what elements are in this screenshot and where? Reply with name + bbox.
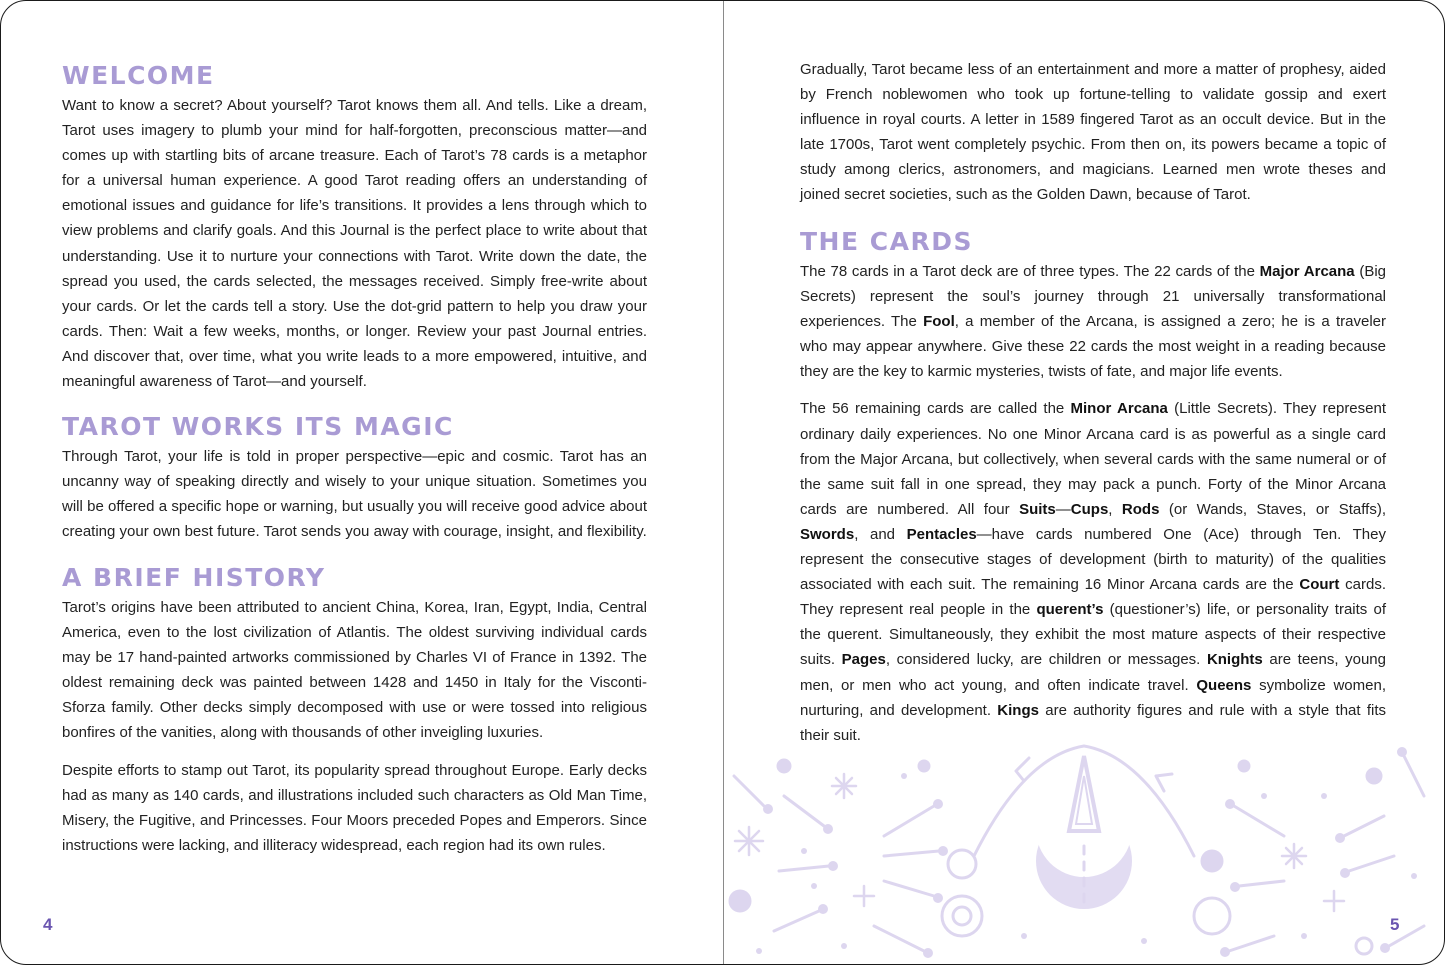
ornament-shapes [730, 746, 1424, 958]
welcome-section [62, 59, 647, 394]
history-body-2: Despite efforts to stamp out Tarot, its popularity spread throughout Europe. Early decks had as many as 140 cards, and illustrations included such characters as Old Man Time, Misery, the Fugitive, and Princesses. Four Moors preceded Popes and Emperors. Since instructions were lacking, and illiteracy widespread, each region had its own rules. [62, 761, 647, 854]
bold-term: Fool [923, 313, 955, 331]
bold-term: Queens [1196, 676, 1252, 694]
text-run: —have cards numbered One (Ace) through Ten. They represent the consecutive stages of development (birth to maturity) of the qualities associated with each suit. The remaining 16 Minor Arcana cards are the [800, 525, 1386, 594]
bold-term: Suits [1019, 500, 1056, 518]
magic-section [62, 410, 647, 544]
history-body: Tarot’s origins have been attributed to ancient China, Korea, Iran, Egypt, India, Central America, even to the lost civilization of Atlantis. The oldest surviving individual cards may be 17 hand-painted artworks commissioned by Charles VI of France in 1392. The oldest remaining deck was painted between 1428 and 1450 in Italy for the Visconti-Sforza family. Other decks simply decomposed with use or were tossed into religious bonfires of the vanities, along with thousands of other inveigling luxuries. [62, 599, 647, 742]
cards-body-2 [800, 396, 1386, 747]
text-run: (or Wands, Staves, or Staffs), [1159, 500, 1386, 518]
text-run: , considered lucky, are children or messages. [885, 651, 1207, 669]
history-continued-section [800, 57, 1386, 208]
welcome-heading: WELCOME [62, 61, 215, 90]
bold-term: Pages [841, 651, 886, 669]
text-run: symbolize women, nurturing, and development. [800, 676, 1386, 719]
text-run: cards. They represent real people in the [800, 576, 1387, 619]
history-section [62, 561, 647, 858]
text-run: are authority figures and rule with a style that fits their suit. [800, 701, 1386, 744]
bold-term: Major Arcana [1259, 263, 1355, 280]
page-number-right: 5 [1390, 915, 1400, 934]
text-run: (Little Secrets). They represent ordinary daily experiences. No one Minor Arcana card is as powerful as a single card from the Major Arcana, but collectively, when several cards with the same numeral or of the same suit fall in one spread, they may pack a punch. Forty of the Minor Arcana cards are numbered. All four [800, 400, 1387, 518]
text-run: (questioner’s) life, or personality traits of the querent. Simultaneously, they exhibit the most mature aspects of their respective suits. [800, 601, 1386, 669]
bold-term: Cups [1070, 500, 1109, 518]
text-run: The 56 remaining cards are called the [800, 400, 1071, 418]
text-run: , [1108, 500, 1122, 518]
bold-term: Knights [1206, 651, 1263, 669]
bold-term: Court [1299, 576, 1340, 594]
welcome-body: Want to know a secret? About yourself? Tarot knows them all. And tells. Like a dream, Tarot uses imagery to plumb your mind for half-forgotten, preconscious matter—and comes up with startling bits of arcane treasure. Each of Tarot’s 78 cards is a metaphor for a universal human experience. A good Tarot reading offers an understanding of emotional issues and guidance for life’s transitions. It provides a lens through which to view problems and clarify goals. And this Journal is the perfect place to write about that understanding. Use it to nurture your connections with Tarot. Write down the date, the spread you used, the cards selected, the messages received. Simply free-write about your cards. Or let the cards tell a story. Use the dot-grid pattern to help you draw your cards. Then: Wait a few weeks, months, or longer. Review your past Journal entries. And discover that, over time, what you write leads to a more empowered, intuitive, and meaningful awareness of Tarot—and yourself. [62, 97, 647, 391]
cards-section [800, 225, 1386, 748]
text-run: (Big Secrets) represent the soul’s journey through 21 universally transformational experiences. The [800, 263, 1386, 331]
bold-term: Kings [997, 701, 1039, 719]
text-run: — [1055, 500, 1071, 518]
cards-heading: THE CARDS [800, 227, 973, 256]
page-number-left: 4 [43, 915, 53, 934]
celestial-moon-ornament [724, 736, 1444, 964]
cards-body-1 [800, 259, 1386, 384]
text-run: , a member of the Arcana, is assigned a zero; he is a traveler who may appear anywhere. Give these 22 cards the most weight in a reading because they are the key to karmic mysteries, twists of fate, and major life events. [800, 313, 1386, 381]
bold-term: Swords [800, 525, 855, 543]
text-run: The 78 cards in a Tarot deck are of three types. The 22 cards of the [800, 263, 1260, 280]
history-heading: A BRIEF HISTORY [62, 563, 326, 592]
bold-term: Minor Arcana [1070, 400, 1168, 418]
text-run: , and [854, 525, 907, 543]
text-run: are teens, young men, or men who act young, and often indicate travel. [800, 651, 1386, 694]
bold-term: querent’s [1036, 601, 1104, 619]
bold-term: Rods [1121, 500, 1160, 518]
bold-term: Pentacles [906, 525, 977, 543]
magic-body: Through Tarot, your life is told in proper perspective—epic and cosmic. Tarot has an uncanny way of speaking directly and wisely to your unique situation. Sometimes you will be offered a specific hope or warning, but usually you will receive good advice about creating your own best future. Tarot sends you away with courage, insight, and flexibility. [62, 448, 647, 541]
magic-heading: TAROT WORKS ITS MAGIC [62, 412, 454, 441]
history-continued-body: Gradually, Tarot became less of an entertainment and more a matter of prophesy, aided by French noblewomen who took up fortune-telling to validate gossip and exert influence in royal courts. A letter in 1589 fingered Tarot as an occult device. But in the late 1700s, Tarot went completely psychic. From then on, its powers became a topic of study among clerics, astronomers, and magicians. Learned men wrote theses and joined secret societies, such as the Golden Dawn, because of Tarot. [800, 61, 1386, 204]
